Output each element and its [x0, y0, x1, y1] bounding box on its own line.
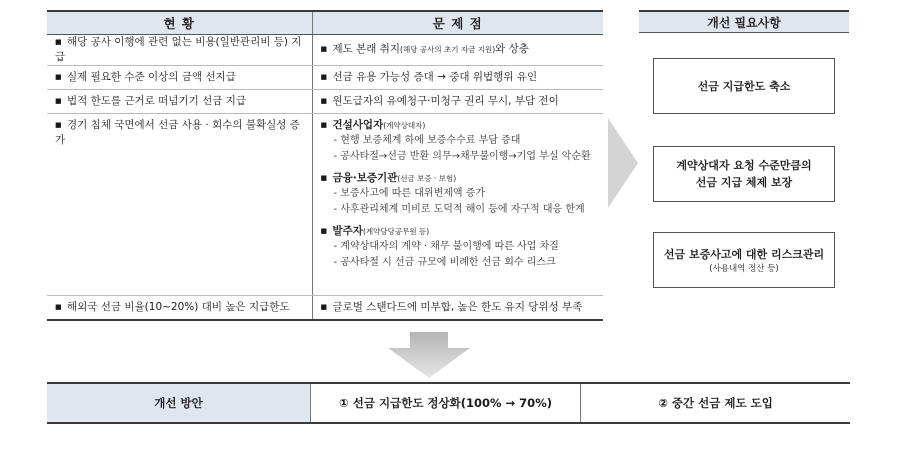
bullet-icon: ■: [320, 96, 328, 105]
group-title: 금융·보증기관: [332, 171, 398, 184]
problem-text: 원도급자의 유예청구·미청구 권리 무시, 부담 전이: [332, 94, 559, 107]
improvement-note: (사용내역 정산 등): [709, 263, 779, 274]
bullet-icon: ■: [320, 72, 328, 81]
improvement-plan-row: [47, 382, 850, 424]
current-text: 해외국 선금 비율(10~20%) 대비 높은 지급한도: [67, 300, 290, 313]
plan-option-2: ② 중간 선금 제도 도입: [658, 396, 773, 410]
stakeholder-group: [321, 224, 600, 271]
current-text: 해당 공사 이행에 관련 없는 비용(일반관리비 등) 지급: [55, 35, 302, 63]
improvement-box: [653, 58, 835, 114]
bullet-icon: ■: [55, 37, 62, 46]
problem-text: 선금 유용 가능성 증대 → 중대 위법행위 유인: [332, 70, 538, 83]
improvement-text: 선금 보증사고에 대한 리스크관리: [663, 247, 825, 261]
plan-label: 개선 방안: [47, 384, 311, 422]
current-text: 경기 침체 국면에서 선금 사용 · 회수의 불확실성 증가: [55, 118, 300, 146]
table-row: [47, 65, 603, 89]
bullet-icon: ■: [320, 120, 328, 129]
improvements-title: 개선 필요사항: [639, 10, 849, 33]
stakeholder-group: [321, 171, 600, 218]
improvement-text: 선금 지급 체제 보장: [695, 176, 793, 189]
header-current-status: 현 황: [47, 11, 312, 34]
table-row: [47, 34, 603, 65]
group-note: (계약상대자): [383, 120, 426, 130]
improvement-text: 계약상대자 요청 수준만큼의: [676, 159, 812, 172]
problem-text: 제도 본래 취지: [332, 43, 401, 55]
bullet-icon: ■: [320, 173, 328, 182]
group-item: - 현행 보증체계 하에 보증수수료 부담 증대: [333, 134, 521, 146]
problem-note: (해당 공사의 초기 자금 지원): [400, 45, 496, 54]
current-text: 법적 한도를 근거로 떠넘기기 선금 지급: [67, 94, 246, 107]
arrow-down-icon: [388, 332, 470, 378]
table-row: [47, 113, 603, 295]
group-item: - 보증사고에 따른 대위변제액 증가: [333, 187, 486, 199]
header-problems: 문 제 점: [312, 11, 603, 34]
group-item: - 계약상대자의 계약 · 채무 불이행에 따른 사업 차질: [333, 240, 559, 252]
group-note: (계약담당공무원 등): [362, 226, 430, 236]
improvement-text: 선금 지급한도 축소: [697, 79, 791, 93]
current-text: 실제 필요한 수준 이상의 금액 선지급: [67, 70, 236, 83]
improvement-box: [653, 146, 835, 202]
group-item: - 공사타절 시 선금 규모에 비례한 선금 회수 리스크: [333, 256, 556, 268]
improvement-box: [653, 232, 835, 288]
bullet-icon: ■: [320, 226, 328, 235]
table-row: [47, 295, 603, 320]
plan-option-1: ① 선금 지급한도 정상화(100% → 70%): [311, 384, 581, 422]
table-row: [47, 89, 603, 113]
group-note: (선금 보증 · 보험): [397, 173, 457, 183]
group-item: - 공사타절→선금 반환 의무→채무불이행→기업 부실 악순환: [333, 150, 591, 162]
bullet-icon: ■: [320, 45, 328, 53]
bullet-icon: ■: [55, 72, 62, 81]
bullet-icon: ■: [55, 120, 62, 129]
group-title: 건설사업자: [332, 118, 384, 131]
chevron-right-icon: [608, 118, 638, 208]
status-problem-table: [47, 10, 603, 321]
bullet-icon: ■: [55, 302, 62, 311]
bullet-icon: ■: [320, 302, 328, 311]
group-item: - 사후관리체계 미비로 도덕적 해이 등에 자구적 대응 한계: [333, 203, 585, 215]
problem-text: 글로벌 스탠다드에 미부합, 높은 한도 유지 당위성 부족: [332, 300, 583, 313]
bullet-icon: ■: [55, 96, 62, 105]
problem-tail: 와 상충: [495, 43, 529, 55]
stakeholder-group: [321, 118, 600, 165]
group-title: 발주자: [332, 224, 363, 237]
